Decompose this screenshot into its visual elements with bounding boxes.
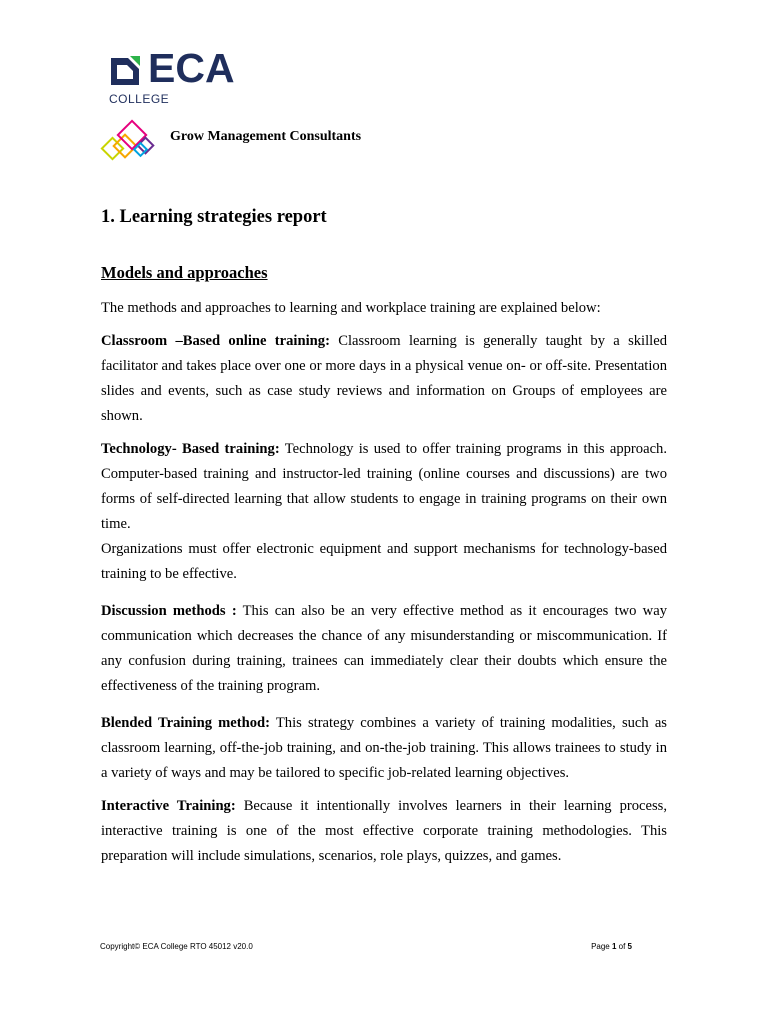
eca-college-label: COLLEGE xyxy=(109,92,170,106)
paragraph-discussion-methods xyxy=(101,599,667,699)
paragraph-lead: Interactive Training: xyxy=(101,798,236,814)
paragraph-blended-training xyxy=(101,711,667,786)
report-title: 1. Learning strategies report xyxy=(101,207,327,227)
paragraph-technology-training-cont: Organizations must offer electronic equipment and support mechanisms for technology-based training to be effective. xyxy=(101,541,667,582)
paragraph-lead: Discussion methods : xyxy=(101,603,237,619)
paragraph-technology-training xyxy=(101,437,667,537)
section-heading: Models and approaches xyxy=(101,263,268,282)
intro-paragraph: The methods and approaches to learning and workplace training are explained below: xyxy=(101,300,601,316)
eca-wordmark: ECA xyxy=(148,45,235,91)
consultancy-name: Grow Management Consultants xyxy=(170,129,362,144)
paragraph-text: Because it intentionally involves learners in their learning process, interactive training is one of the most effective corporate training methodologies. This preparation will include simulations, scenarios, role plays, quizzes, and games. xyxy=(101,798,667,864)
page-label: Page xyxy=(591,942,612,951)
paragraph-text: Classroom learning is generally taught by a skilled facilitator and takes place over one or more days in a physical venue on- or off-site. Presentation slides and events, such as case study reviews and information on Groups of employees are shown. xyxy=(101,333,667,424)
eca-logo-mark-icon xyxy=(108,54,142,88)
page-total: 5 xyxy=(627,942,632,951)
page-current: 1 xyxy=(611,942,617,951)
paragraph-text: Technology is used to offer training programs in this approach. Computer-based training and instructor-led training (online courses and discussions) are two forms of self-directed learning that allow students to engage in training programs on their own time. xyxy=(101,441,667,532)
paragraph-text: This can also be an very effective method as it encourages two way communication which decreases the chance of any misunderstanding or miscommunication. If any confusion during training, trainees can immediately clear their doubts which ensure the effectiveness of the training program. xyxy=(101,603,667,694)
paragraph-interactive-training xyxy=(101,794,667,869)
paragraph-lead: Classroom –Based online training: xyxy=(101,333,330,349)
paragraph-lead: Blended Training method: xyxy=(101,715,271,731)
copyright-notice: Copyright© ECA College RTO 45012 v20.0 xyxy=(100,942,253,951)
page-of-label: of xyxy=(616,942,628,951)
paragraph-text: This strategy combines a variety of training modalities, such as classroom learning, off-the-job training, and on-the-job training. This allows trainees to study in a variety of ways and may be tailored to specific job-related learning objectives. xyxy=(101,715,667,781)
page-number xyxy=(591,941,632,953)
report-body xyxy=(101,203,667,869)
paragraph-lead: Technology- Based training: xyxy=(101,441,280,457)
paragraph-classroom-training xyxy=(101,329,667,429)
diamond-cluster-icon xyxy=(100,118,164,162)
